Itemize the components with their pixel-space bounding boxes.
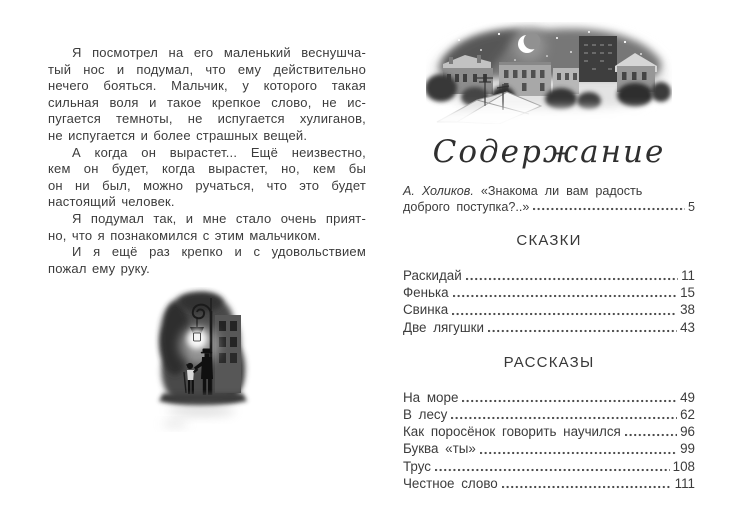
toc-entry xyxy=(403,441,695,458)
lamppost-illustration-svg xyxy=(153,287,253,437)
toc-intro-title-part2: доброго поступка?..» xyxy=(403,200,530,214)
toc-intro-page: 5 xyxy=(687,200,695,214)
toc-entry-page: 62 xyxy=(680,406,695,422)
toc-list xyxy=(403,390,695,493)
dot-leader xyxy=(462,398,677,404)
toc-entry-title: На море xyxy=(403,389,459,405)
dot-leader xyxy=(435,467,670,473)
story-line: он ни был, можно ручаться, что это будет xyxy=(48,177,366,193)
story-line: настоящий человек. xyxy=(48,194,175,210)
story-line: А когда он вырастет... Ещё неизвестно, xyxy=(72,144,366,160)
lamppost-handshake-illustration xyxy=(153,287,253,437)
toc-intro-line1 xyxy=(403,183,695,199)
toc-entry xyxy=(403,476,695,493)
dot-leader xyxy=(451,415,677,421)
story-line: пожал ему руку. xyxy=(48,260,150,276)
toc-entry xyxy=(403,302,695,319)
toc-entry-title: В лесу xyxy=(403,406,448,422)
toc-intro-entry xyxy=(403,183,695,215)
story-line: Я подумал так, и мне стало очень прият- xyxy=(72,210,366,226)
dot-leader xyxy=(452,311,677,317)
toc-entry xyxy=(403,320,695,337)
toc-entry-title: Как поросёнок говорить научился xyxy=(403,424,621,440)
story-line: сильная воля и такое крепкое слово, не ис- xyxy=(48,94,366,110)
toc-entry-page: 15 xyxy=(680,285,695,301)
contents-title: Содержание xyxy=(432,134,666,170)
toc-entry-page: 38 xyxy=(680,302,695,318)
toc-entry xyxy=(403,268,695,285)
toc-entry-title: Буква «ты» xyxy=(403,441,476,457)
toc-entry-title: Трус xyxy=(403,458,431,474)
story-line: пугается темноты, не испугается хулиганов, xyxy=(48,111,366,127)
toc-entry-page: 43 xyxy=(680,319,695,335)
story-text xyxy=(48,45,366,277)
toc-intro-line2 xyxy=(403,199,695,215)
toc-entry-page: 108 xyxy=(672,458,695,474)
toc-entry xyxy=(403,407,695,424)
story-line: нечего бояться. Мальчик, у которого такая xyxy=(48,78,366,94)
toc-entry-page: 49 xyxy=(680,389,695,405)
dot-leader xyxy=(480,450,677,456)
story-line: кем он будет, когда вырастет, но, кем бы xyxy=(48,161,366,177)
right-page xyxy=(403,22,695,493)
toc-entry xyxy=(403,424,695,441)
dot-leader xyxy=(502,484,672,490)
toc-intro-author: А. Холиков. xyxy=(403,184,474,198)
story-line: тый нос и подумал, что ему действительно xyxy=(48,61,366,77)
toc-section-heading: СКАЗКИ xyxy=(516,232,582,249)
story-line: Я посмотрел на его маленький веснушча- xyxy=(72,45,366,60)
toc-entry-page: 11 xyxy=(681,268,695,283)
dot-leader xyxy=(625,432,677,438)
toc-entry xyxy=(403,285,695,302)
toc-entry xyxy=(403,390,695,407)
story-line: И я ещё раз крепко и с удовольствием xyxy=(72,244,366,260)
dot-leader xyxy=(466,276,678,282)
toc-list xyxy=(403,268,695,337)
toc-section-heading: РАССКАЗЫ xyxy=(503,353,595,371)
dot-leader xyxy=(488,328,677,334)
toc-entry-title: Фенька xyxy=(403,285,449,301)
dot-leader xyxy=(453,293,677,299)
toc-entry xyxy=(403,459,695,476)
dot-leader xyxy=(533,206,685,212)
toc-entry-page: 111 xyxy=(674,475,695,491)
story-line: но, что я познакомился с этим мальчиком. xyxy=(48,227,321,243)
toc-entry-page: 96 xyxy=(680,424,695,440)
toc-entry-title: Раскидай xyxy=(403,268,462,283)
toc-entry-title: Честное слово xyxy=(403,475,498,491)
toc-entry-page: 99 xyxy=(680,441,695,457)
story-line: не испугается и более страшных вещей. xyxy=(48,127,308,143)
toc-sections xyxy=(403,232,695,493)
toc-entry-title: Свинка xyxy=(403,302,449,318)
night-city-illustration-svg xyxy=(426,22,672,124)
toc-intro-title-part1: «Знакома ли вам радость xyxy=(480,184,643,198)
night-city-illustration xyxy=(426,22,672,124)
toc-entry-title: Две лягушки xyxy=(403,319,484,335)
